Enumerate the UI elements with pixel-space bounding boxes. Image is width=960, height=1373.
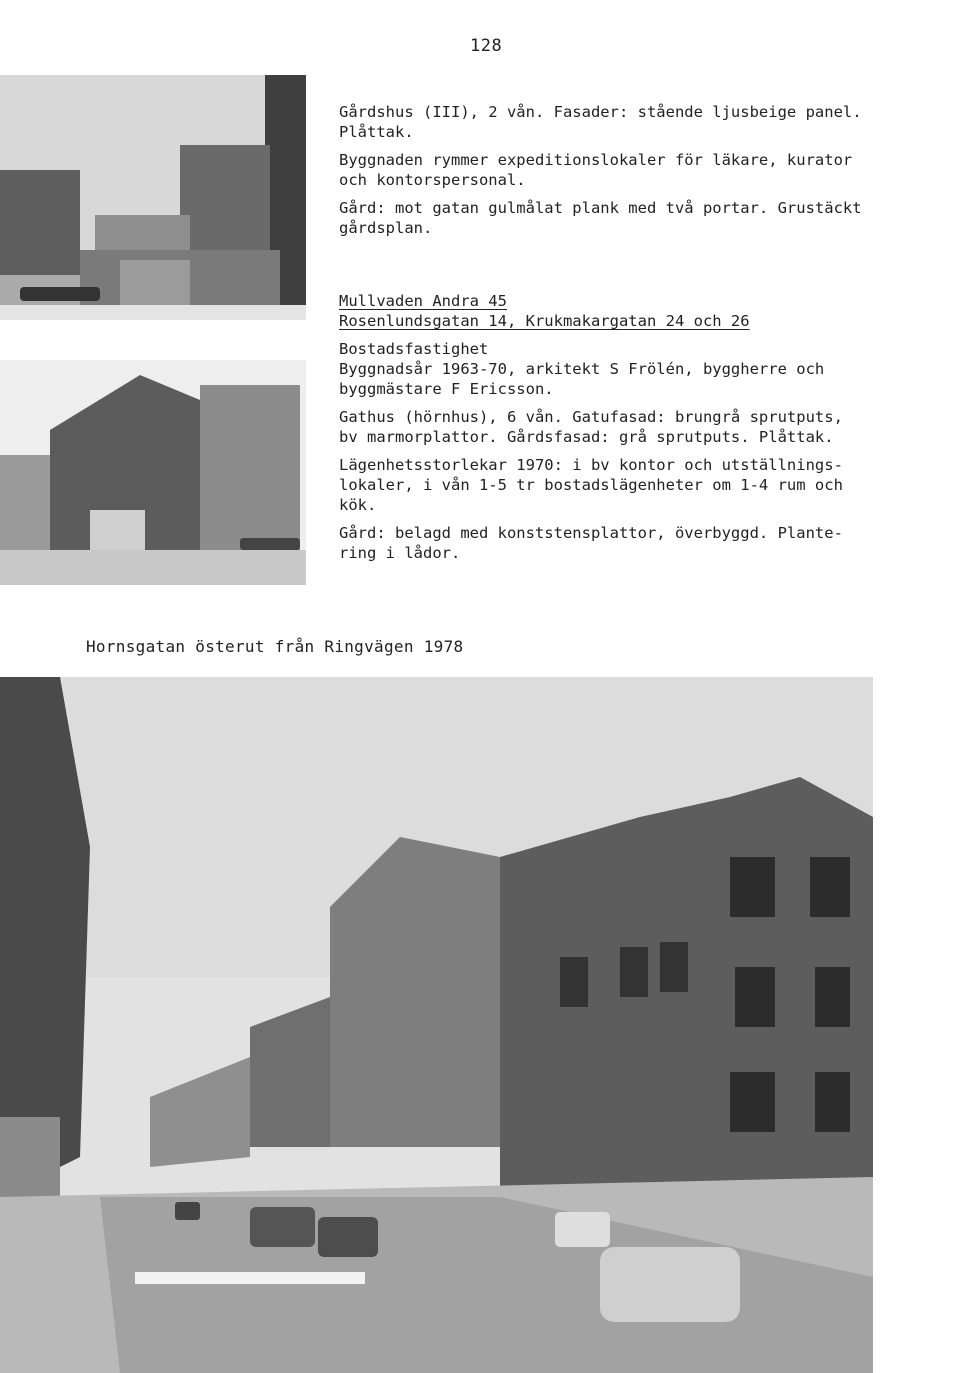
property-name: Mullvaden Andra 45 (339, 292, 507, 310)
description-line: Byggnaden rymmer expeditionslokaler för läkare, kurator (339, 151, 853, 169)
property-type: Bostadsfastighet (339, 340, 489, 358)
property-description (339, 291, 899, 571)
description-line: Gårdshus (III), 2 vån. Fasader: stående ljusbeige panel. (339, 103, 862, 121)
photo-caption: Hornsgatan österut från Ringvägen 1978 (86, 637, 464, 656)
description-line: Gathus (hörnhus), 6 vån. Gatufasad: brungrå sprutputs, (339, 408, 843, 426)
description-line: bv marmorplattor. Gårdsfasad: grå sprutputs. Plåttak. (339, 428, 834, 446)
street-view-photo (0, 677, 873, 1373)
description-line: och kontorspersonal. (339, 171, 526, 189)
courtyard-building-photo (0, 75, 306, 320)
description-line: Lägenhetsstorlekar 1970: i bv kontor och utställnings- (339, 456, 843, 474)
corner-building-photo (0, 360, 306, 585)
description-line: Byggnadsår 1963-70, arkitekt S Frölén, byggherre och (339, 360, 825, 378)
courtyard-description (339, 102, 899, 246)
description-line: lokaler, i vån 1-5 tr bostadslägenheter om 1-4 rum och (339, 476, 843, 494)
description-line: ring i lådor. (339, 544, 461, 562)
description-line: Plåttak. (339, 123, 414, 141)
description-line: byggmästare F Ericsson. (339, 380, 554, 398)
description-line: gårdsplan. (339, 219, 433, 237)
property-address: Rosenlundsgatan 14, Krukmakargatan 24 och 26 (339, 312, 750, 330)
page-number: 128 (470, 36, 503, 56)
description-line: kök. (339, 496, 377, 514)
description-line: Gård: mot gatan gulmålat plank med två portar. Grustäckt (339, 199, 862, 217)
description-line: Gård: belagd med konststensplattor, överbyggd. Plante- (339, 524, 843, 542)
